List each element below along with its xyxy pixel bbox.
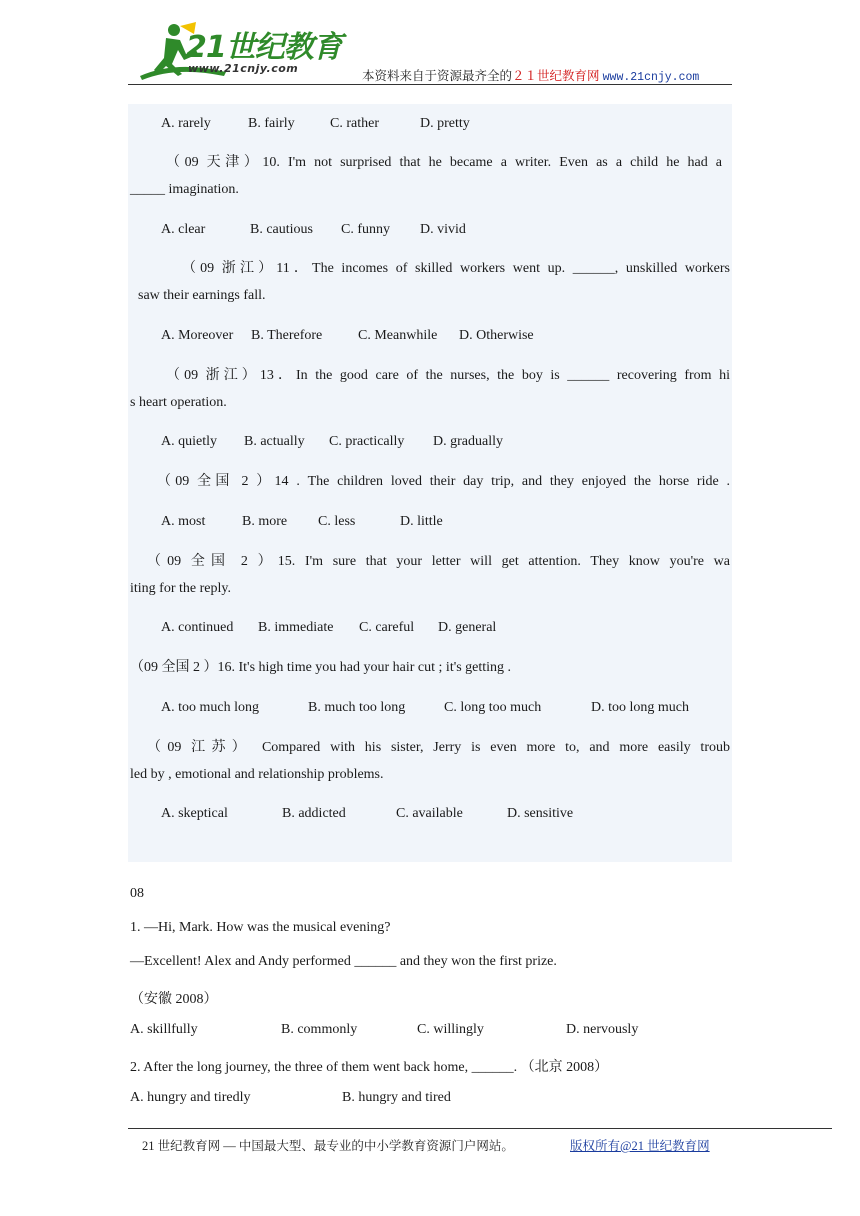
option: C. available xyxy=(396,806,463,821)
option: C. Meanwhile xyxy=(358,328,438,343)
option: D. too long much xyxy=(591,700,689,715)
option: A. too much long xyxy=(161,700,259,715)
option: B. immediate xyxy=(258,620,334,635)
option: B. fairly xyxy=(248,116,295,131)
option: D. Otherwise xyxy=(459,328,534,343)
options-14 xyxy=(161,514,443,530)
option: C. careful xyxy=(359,620,415,635)
question-11-line1: （09 浙江）11．The incomes of skilled workers went up. ______, unskilled workers xyxy=(182,261,730,276)
question-1-line2: —Excellent! Alex and Andy performed ______ and they won the first prize. xyxy=(130,954,557,969)
option: C. funny xyxy=(341,222,390,237)
question-13-line2: s heart operation. xyxy=(130,395,227,410)
options-2 xyxy=(130,1090,451,1106)
question-1-line1: 1. —Hi, Mark. How was the musical evening? xyxy=(130,920,391,935)
option: B. more xyxy=(242,514,288,529)
question-1-source: （安徽 2008） xyxy=(130,992,218,1007)
option: A. rarely xyxy=(161,116,211,131)
option: A. clear xyxy=(161,222,206,237)
options-jiangsu xyxy=(161,806,573,822)
copyright-link[interactable]: 版权所有@21 世纪教育网 xyxy=(570,1139,710,1153)
option: C. less xyxy=(318,514,356,529)
header-note-brand: ２１世纪教育网 xyxy=(512,69,600,83)
option: C. practically xyxy=(329,434,405,449)
option: D. little xyxy=(400,514,443,529)
option: B. hungry and tired xyxy=(342,1090,451,1105)
question-10-line2: _____ imagination. xyxy=(130,182,239,197)
option: B. much too long xyxy=(308,700,406,715)
option: C. rather xyxy=(330,116,379,131)
option: A. skillfully xyxy=(130,1022,198,1037)
option: D. gradually xyxy=(433,434,503,449)
option: A. hungry and tiredly xyxy=(130,1090,251,1105)
question-11-line2: saw their earnings fall. xyxy=(138,288,266,303)
section-heading: 08 xyxy=(130,886,144,901)
option: B. Therefore xyxy=(251,328,323,343)
option: B. commonly xyxy=(281,1022,358,1037)
option: B. cautious xyxy=(250,222,313,237)
options-11 xyxy=(161,328,534,344)
question-2-line1: 2. After the long journey, the three of them went back home, ______. （北京 2008） xyxy=(130,1060,609,1075)
header-note xyxy=(362,66,699,84)
option: A. quietly xyxy=(161,434,217,449)
options-13 xyxy=(161,434,503,450)
option: D. vivid xyxy=(420,222,466,237)
option: D. general xyxy=(438,620,497,635)
options-15 xyxy=(161,620,496,636)
logo-text: 21世纪教育 xyxy=(186,30,342,65)
question-15-line2: iting for the reply. xyxy=(130,581,231,596)
page-header xyxy=(128,18,732,86)
question-14-line1: （09 全国 2 ）14 . The children loved their day trip, and they enjoyed the horse ride . xyxy=(157,474,730,489)
option: C. long too much xyxy=(444,700,542,715)
options-10 xyxy=(161,222,466,238)
option: A. Moreover xyxy=(161,328,234,343)
question-13-line1: （09 浙江）13．In the good care of the nurses, the boy is ______ recovering from hi xyxy=(166,368,730,383)
question-jiangsu-line2: led by , emotional and relationship problems. xyxy=(130,767,384,782)
option: A. skeptical xyxy=(161,806,228,821)
options-prev xyxy=(161,116,470,132)
question-16-line1: （09 全国 2 ）16. It's high time you had your hair cut ; it's getting . xyxy=(130,660,512,675)
option: D. pretty xyxy=(420,116,470,131)
option: B. addicted xyxy=(282,806,346,821)
option: D. nervously xyxy=(566,1022,639,1037)
header-note-prefix: 本资料来自于资源最齐全的 xyxy=(362,69,513,83)
option: A. most xyxy=(161,514,206,529)
footer-text: 21 世纪教育网 — 中国最大型、最专业的中小学教育资源门户网站。 xyxy=(142,1139,514,1153)
options-16 xyxy=(161,700,689,716)
question-10-line1: （09 天津）10. I'm not surprised that he became a writer. Even as a child he had a xyxy=(166,155,722,170)
option: B. actually xyxy=(244,434,305,449)
options-1 xyxy=(130,1022,638,1038)
logo-url: www.21cnjy.com xyxy=(188,62,299,75)
option: A. continued xyxy=(161,620,234,635)
question-15-line1: （09 全国 2 ）15. I'm sure that your letter will get attention. They know you're wa xyxy=(147,554,730,569)
header-note-url[interactable]: www.21cnjy.com xyxy=(602,71,700,84)
option: C. willingly xyxy=(417,1022,484,1037)
question-jiangsu-line1: （09 江苏） Compared with his sister, Jerry is even more to, and more easily troub xyxy=(147,740,730,755)
footer-divider xyxy=(128,1128,832,1129)
header-divider xyxy=(128,84,732,85)
option: D. sensitive xyxy=(507,806,574,821)
